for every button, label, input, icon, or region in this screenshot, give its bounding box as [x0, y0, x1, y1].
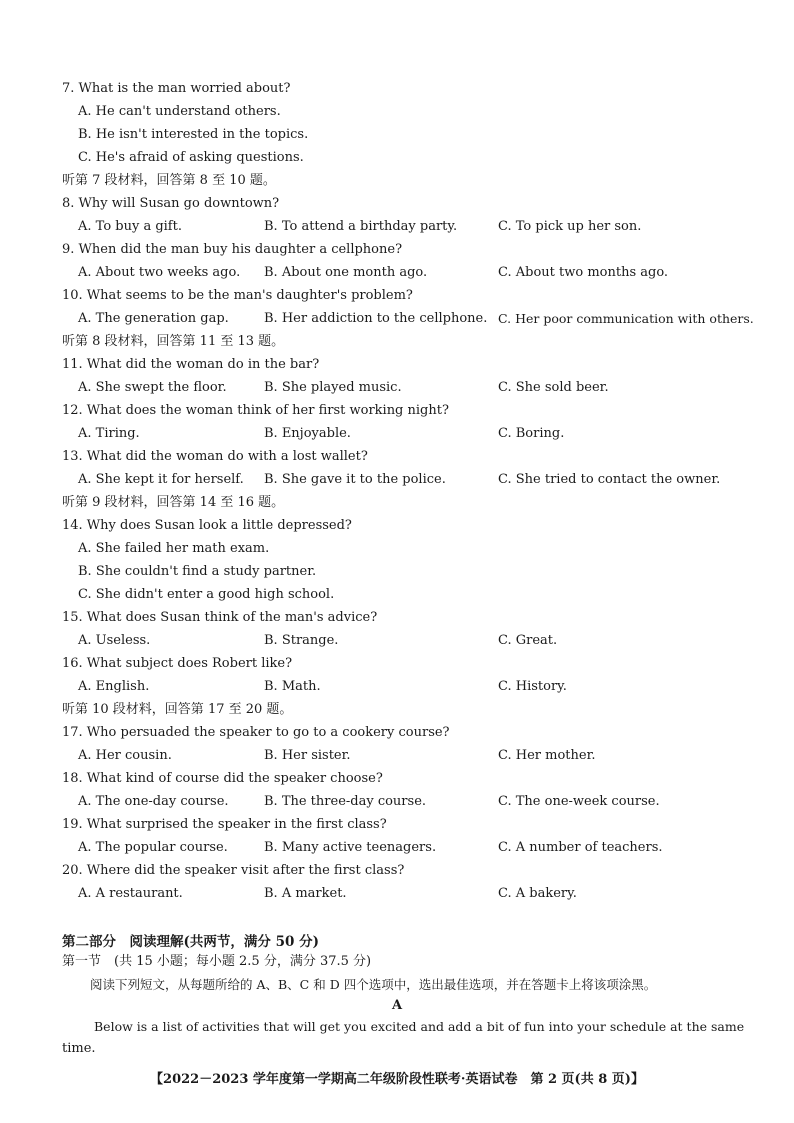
question-14: 14. Why does Susan look a little depressed?: [62, 518, 352, 533]
section-heading-7: 听第 7 段材料，回答第 8 至 10 题。: [62, 173, 276, 188]
question-17: 17. Who persuaded the speaker to go to a cookery course?: [62, 725, 450, 740]
page-footer: 【2022－2023 学年度第一学期高二年级阶段性联考·英语试卷 第 2 页(共 8 页)】: [150, 1072, 644, 1087]
option-8c: C. To pick up her son.: [498, 219, 642, 234]
option-16a: A. English.: [78, 679, 150, 694]
question-11: 11. What did the woman do in the bar?: [62, 357, 320, 372]
option-11c: C. She sold beer.: [498, 380, 609, 395]
option-9b: B. About one month ago.: [264, 265, 428, 280]
question-15: 15. What does Susan think of the man's advice?: [62, 610, 378, 625]
part2-instruction: 阅读下列短文，从每题所给的 A、B、C 和 D 四个选项中，选出最佳选项，并在答题卡上将该项涂黑。: [90, 977, 657, 992]
option-20a: A. A restaurant.: [78, 886, 183, 901]
question-20: 20. Where did the speaker visit after the first class?: [62, 863, 405, 878]
option-12a: A. Tiring.: [78, 426, 140, 441]
passage-line-1: Below is a list of activities that will get you excited and add a bit of fun into your schedule at the same: [94, 1019, 745, 1034]
question-16: 16. What subject does Robert like?: [62, 656, 293, 671]
part2-subtitle: 第一节 (共 15 小题；每小题 2.5 分，满分 37.5 分): [62, 954, 372, 969]
option-18b: B. The three-day course.: [264, 794, 427, 809]
section-heading-9: 听第 9 段材料，回答第 14 至 16 题。: [62, 495, 285, 510]
option-8b: B. To attend a birthday party.: [264, 219, 458, 234]
option-12b: B. Enjoyable.: [264, 426, 351, 441]
option-13b: B. She gave it to the police.: [264, 472, 446, 487]
option-10c: C. Her poor communication with others.: [498, 311, 754, 326]
option-14b: B. She couldn't find a study partner.: [78, 564, 317, 579]
option-15c: C. Great.: [498, 633, 558, 648]
passage-label: A: [391, 998, 403, 1013]
question-18: 18. What kind of course did the speaker choose?: [62, 771, 383, 786]
option-17c: C. Her mother.: [498, 748, 596, 763]
option-7a: A. He can't understand others.: [78, 104, 281, 119]
option-13a: A. She kept it for herself.: [78, 472, 244, 487]
option-20c: C. A bakery.: [498, 886, 577, 901]
question-7: 7. What is the man worried about?: [62, 81, 291, 96]
question-8: 8. Why will Susan go downtown?: [62, 196, 280, 211]
option-13c: C. She tried to contact the owner.: [498, 472, 721, 487]
section-heading-8: 听第 8 段材料，回答第 11 至 13 题。: [62, 334, 285, 349]
option-18a: A. The one-day course.: [78, 794, 229, 809]
option-14c: C. She didn't enter a good high school.: [78, 587, 335, 602]
option-17a: A. Her cousin.: [78, 748, 172, 763]
option-20b: B. A market.: [264, 886, 347, 901]
option-7c: C. He's afraid of asking questions.: [78, 150, 304, 165]
option-17b: B. Her sister.: [264, 748, 351, 763]
option-10a: A. The generation gap.: [78, 311, 229, 326]
question-10: 10. What seems to be the man's daughter's problem?: [62, 288, 413, 303]
option-15a: A. Useless.: [78, 633, 151, 648]
option-14a: A. She failed her math exam.: [78, 541, 270, 556]
part2-title: 第二部分 阅读理解(共两节，满分 50 分): [62, 934, 319, 950]
option-18c: C. The one-week course.: [498, 794, 660, 809]
question-9: 9. When did the man buy his daughter a cellphone?: [62, 242, 403, 257]
question-19: 19. What surprised the speaker in the first class?: [62, 817, 387, 832]
section-heading-10: 听第 10 段材料，回答第 17 至 20 题。: [62, 702, 293, 717]
option-9a: A. About two weeks ago.: [78, 265, 241, 280]
option-11a: A. She swept the floor.: [78, 380, 227, 395]
option-19b: B. Many active teenagers.: [264, 840, 437, 855]
option-15b: B. Strange.: [264, 633, 339, 648]
option-8a: A. To buy a gift.: [78, 219, 182, 234]
question-13: 13. What did the woman do with a lost wallet?: [62, 449, 368, 464]
question-12: 12. What does the woman think of her first working night?: [62, 403, 449, 418]
option-16c: C. History.: [498, 679, 567, 694]
option-10b: B. Her addiction to the cellphone.: [264, 311, 488, 326]
option-16b: B. Math.: [264, 679, 321, 694]
passage-line-2: time.: [62, 1041, 96, 1056]
option-12c: C. Boring.: [498, 426, 565, 441]
option-9c: C. About two months ago.: [498, 265, 669, 280]
option-19c: C. A number of teachers.: [498, 840, 663, 855]
option-19a: A. The popular course.: [78, 840, 228, 855]
option-7b: B. He isn't interested in the topics.: [78, 127, 309, 142]
option-11b: B. She played music.: [264, 380, 402, 395]
